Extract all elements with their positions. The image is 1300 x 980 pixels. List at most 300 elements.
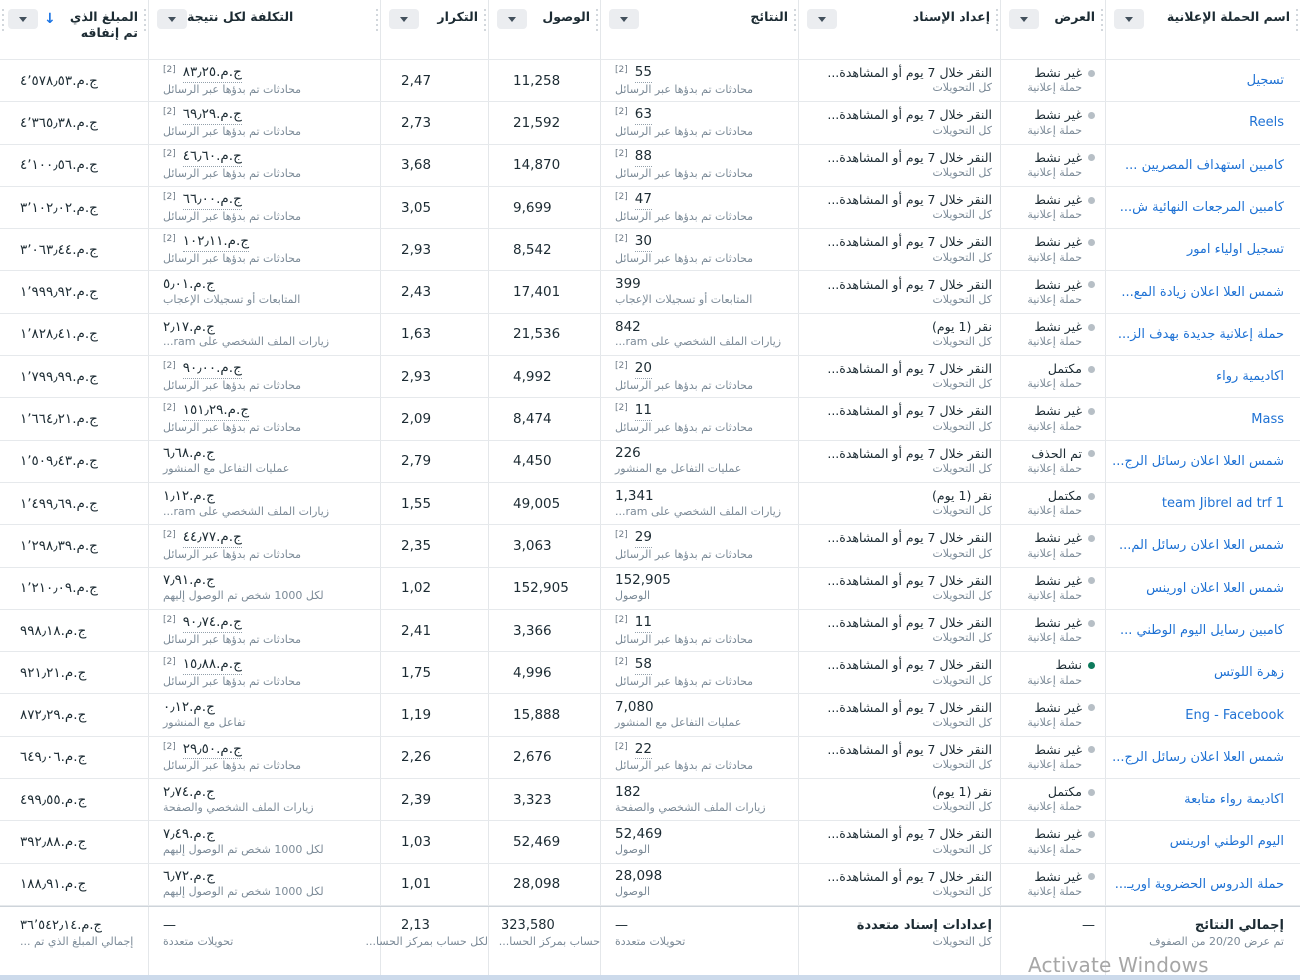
results-value[interactable]: 182: [615, 783, 641, 800]
results-cell: [600, 314, 798, 355]
column-menu-button[interactable]: [497, 9, 527, 29]
cost-metric-label: محادثات تم بدؤها عبر الرسائل: [163, 759, 302, 773]
table-row[interactable]: [0, 483, 1300, 525]
cost-per-result-cell: [148, 779, 380, 820]
delivery-status-dot-icon: [1088, 493, 1095, 500]
column-drag-handle-icon[interactable]: [144, 9, 146, 31]
cost-per-result-value[interactable]: ج.م.٢٫٧٤: [163, 783, 215, 800]
campaign-name-link[interactable]: اكاديمة رواء متابعة: [1184, 792, 1284, 808]
cost-metric-label: محادثات تم بدؤها عبر الرسائل: [163, 674, 302, 688]
cost-per-result-value[interactable]: ج.م.٦٩٫٢٩: [183, 106, 242, 125]
results-value[interactable]: 52,469: [615, 826, 663, 843]
table-row[interactable]: [0, 779, 1300, 821]
results-value[interactable]: 226: [615, 445, 641, 462]
frequency-value: 2,47: [401, 72, 432, 89]
delivery-cell: [1000, 102, 1105, 143]
results-footnote: [2]: [615, 614, 628, 625]
cost-per-result-value[interactable]: ج.م.١٠٢٫١١: [183, 233, 249, 252]
cost-footnote: [2]: [163, 530, 176, 541]
delivery-status: غير نشط: [1034, 530, 1082, 546]
campaign-name-link[interactable]: حملة الدروس الحضروية اوريـ...: [1114, 876, 1284, 892]
delivery-level: حملة إعلانية: [1027, 419, 1082, 433]
cost-per-result-value[interactable]: ج.م.٤٦٫٦٠: [183, 148, 242, 167]
campaign-name-link[interactable]: شمس العلا اعلان زيادة المع...: [1121, 284, 1284, 300]
campaign-name-cell: [1105, 271, 1300, 312]
results-value[interactable]: 7,080: [615, 699, 654, 716]
campaign-name-link[interactable]: كامبين رسايل اليوم الوطني ...: [1119, 623, 1284, 638]
frequency-cell: [380, 779, 488, 820]
cost-per-result-cell: [148, 483, 380, 524]
results-metric-label: عمليات التفاعل مع المنشور: [615, 462, 742, 476]
results-metric-label: زيارات الملف الشخصي على ram...: [615, 504, 782, 518]
delivery-status: غير نشط: [1034, 572, 1082, 588]
campaign-name-link[interactable]: اليوم الوطني اورينس: [1169, 834, 1284, 850]
campaign-name-cell: [1105, 525, 1300, 566]
reach-cell: [488, 821, 600, 862]
delivery-level: حملة إعلانية: [1027, 335, 1082, 349]
column-drag-handle-icon[interactable]: [1296, 9, 1298, 31]
cost-footnote: [2]: [163, 741, 176, 752]
amount-spent-value: ج.م.١٬٩٩٩٫٩٢: [20, 284, 98, 301]
campaign-name-cell: [1105, 314, 1300, 355]
cost-footnote: [2]: [163, 233, 176, 244]
cost-metric-label: محادثات تم بدؤها عبر الرسائل: [163, 421, 302, 435]
reach-value: 52,469: [513, 833, 561, 850]
delivery-status: غير نشط: [1034, 318, 1082, 334]
cost-per-result-cell: [148, 610, 380, 651]
cost-per-result-value[interactable]: ج.م.١٥٫٨٨: [183, 656, 242, 675]
campaign-name-link[interactable]: شمس العلا اعلان رسائل الرج...: [1112, 453, 1284, 469]
cost-per-result-cell: [148, 145, 380, 186]
reach-cell: [488, 356, 600, 397]
frequency-cell: [380, 441, 488, 482]
totals-cost-cell: [148, 907, 380, 980]
table-row[interactable]: [0, 864, 1300, 906]
results-value[interactable]: 842: [615, 318, 641, 335]
cost-per-result-value[interactable]: ج.م.٢٫١٧: [163, 318, 215, 335]
cost-per-result-value[interactable]: ج.م.٤٤٫٧٧: [183, 529, 242, 548]
results-metric-label: محادثات تم بدؤها عبر الرسائل: [615, 167, 754, 181]
results-cell: [600, 610, 798, 651]
cost-per-result-value[interactable]: ج.م.٧٫٤٩: [163, 826, 215, 843]
table-row[interactable]: [0, 60, 1300, 102]
attribution-setting: النقر خلال 7 يوم أو المشاهدة...: [827, 572, 992, 588]
cost-per-result-value[interactable]: ج.م.٩٠٫٠٠: [183, 360, 242, 379]
amount-spent-cell: [0, 102, 148, 143]
amount-spent-cell: [0, 314, 148, 355]
amount-spent-cell: [0, 779, 148, 820]
campaign-name-cell: [1105, 610, 1300, 651]
cost-footnote: [2]: [163, 149, 176, 160]
column-menu-button[interactable]: [609, 9, 639, 29]
cost-per-result-value[interactable]: ج.م.٦٫٧٢: [163, 868, 215, 885]
delivery-status-dot-icon: [1088, 620, 1095, 627]
reach-value: 4,996: [513, 664, 552, 681]
amount-spent-value: ج.م.١٬٦٦٤٫٢١: [20, 411, 98, 428]
attribution-setting: نقر (1 يوم): [931, 318, 992, 334]
campaign-name-cell: [1105, 483, 1300, 524]
cost-per-result-value[interactable]: ج.م.٨٣٫٢٥: [183, 64, 242, 83]
table-row[interactable]: [0, 187, 1300, 229]
delivery-status: غير نشط: [1034, 826, 1082, 842]
delivery-cell: [1000, 568, 1105, 609]
frequency-cell: [380, 568, 488, 609]
campaign-name-link[interactable]: Reels: [1249, 115, 1284, 131]
results-cell: [600, 356, 798, 397]
frequency-value: 1,19: [401, 707, 432, 724]
column-drag-handle-icon[interactable]: [794, 9, 796, 31]
totals-amount-spent-cell: [0, 907, 148, 980]
cost-per-result-cell: [148, 314, 380, 355]
delivery-level: حملة إعلانية: [1027, 377, 1082, 391]
results-metric-label: زيارات الملف الشخصي على ram...: [615, 335, 782, 349]
amount-spent-cell: [0, 652, 148, 693]
delivery-status-dot-icon: [1088, 873, 1095, 880]
table-row[interactable]: [0, 821, 1300, 863]
amount-spent-cell: [0, 610, 148, 651]
cost-metric-label: لكل 1000 شخص تم الوصول إليهم: [163, 589, 324, 603]
table-row[interactable]: [0, 145, 1300, 187]
column-drag-handle-icon[interactable]: [996, 9, 998, 31]
campaign-name-cell: [1105, 737, 1300, 778]
reach-value: 21,592: [513, 114, 561, 131]
cost-per-result-cell: [148, 737, 380, 778]
column-drag-handle-icon[interactable]: [596, 9, 598, 31]
column-menu-button[interactable]: [1009, 9, 1039, 29]
frequency-value: 3,68: [401, 157, 432, 174]
results-cell: [600, 102, 798, 143]
cost-per-result-cell: [148, 441, 380, 482]
results-cell: [600, 864, 798, 905]
attribution-cell: [798, 229, 1000, 270]
delivery-cell: [1000, 483, 1105, 524]
results-value[interactable]: 11: [635, 402, 652, 421]
column-header-amount-spent[interactable]: [0, 0, 148, 59]
campaign-name-link[interactable]: Mass: [1251, 411, 1284, 427]
cost-per-result-cell: [148, 398, 380, 439]
delivery-status-dot-icon: [1088, 450, 1095, 457]
amount-spent-cell: [0, 60, 148, 101]
campaign-name-link[interactable]: تسجيل اولياء امور: [1186, 242, 1284, 258]
table-row[interactable]: [0, 652, 1300, 694]
cost-per-result-cell: [148, 229, 380, 270]
cost-per-result-value[interactable]: ج.م.٠٫١٢: [163, 699, 215, 716]
attribution-cell: [798, 779, 1000, 820]
results-value[interactable]: 58: [635, 656, 652, 675]
reach-cell: [488, 737, 600, 778]
results-cell: [600, 779, 798, 820]
results-value[interactable]: 22: [635, 741, 652, 760]
delivery-level: حملة إعلانية: [1027, 123, 1082, 137]
totals-delivery-value: —: [1082, 917, 1095, 933]
column-header-cost-per-result[interactable]: [148, 0, 380, 59]
frequency-cell: [380, 864, 488, 905]
frequency-cell: [380, 60, 488, 101]
results-value[interactable]: 1,341: [615, 487, 654, 504]
reach-cell: [488, 610, 600, 651]
results-value[interactable]: 63: [635, 106, 652, 125]
cost-metric-label: تفاعل مع المنشور: [163, 716, 246, 730]
campaign-name-link[interactable]: Eng - Facebook: [1185, 707, 1284, 723]
table-row[interactable]: [0, 314, 1300, 356]
delivery-status: مكتمل: [1047, 784, 1082, 800]
reach-value: 9,699: [513, 199, 552, 216]
cost-metric-label: محادثات تم بدؤها عبر الرسائل: [163, 547, 302, 561]
campaign-name-cell: [1105, 694, 1300, 735]
amount-spent-cell: [0, 271, 148, 312]
column-menu-button[interactable]: [1114, 9, 1144, 29]
frequency-cell: [380, 356, 488, 397]
delivery-level: حملة إعلانية: [1027, 842, 1082, 856]
table-row[interactable]: [0, 356, 1300, 398]
cost-footnote: [2]: [163, 360, 176, 371]
amount-spent-value: ج.م.١٬٥٠٩٫٤٣: [20, 453, 98, 470]
attribution-conversions: كل التحويلات: [932, 377, 992, 391]
delivery-cell: [1000, 652, 1105, 693]
column-drag-handle-icon[interactable]: [376, 9, 378, 31]
column-header-delivery[interactable]: [1000, 0, 1105, 59]
totals-cost-sub: تحويلات متعددة: [163, 935, 234, 949]
attribution-conversions: كل التحويلات: [932, 462, 992, 476]
frequency-value: 2,35: [401, 537, 432, 554]
frequency-value: 2,41: [401, 622, 432, 639]
amount-spent-cell: [0, 398, 148, 439]
campaign-name-link[interactable]: تسجيل: [1246, 73, 1284, 89]
amount-spent-value: ج.م.٤٩٩٫٥٥: [20, 791, 87, 808]
results-value[interactable]: 399: [615, 276, 641, 293]
table-row[interactable]: [0, 229, 1300, 271]
frequency-cell: [380, 398, 488, 439]
frequency-value: 1,01: [401, 876, 432, 893]
reach-cell: [488, 525, 600, 566]
cost-per-result-value[interactable]: ج.م.١٫١٢: [163, 487, 215, 504]
delivery-level: حملة إعلانية: [1027, 631, 1082, 645]
table-row[interactable]: [0, 525, 1300, 567]
attribution-cell: [798, 145, 1000, 186]
column-menu-button[interactable]: [807, 9, 837, 29]
reach-value: 21,536: [513, 326, 561, 343]
results-metric-label: الوصول: [615, 589, 651, 603]
results-cell: [600, 652, 798, 693]
amount-spent-cell: [0, 483, 148, 524]
results-metric-label: محادثات تم بدؤها عبر الرسائل: [615, 421, 754, 435]
attribution-conversions: كل التحويلات: [932, 631, 992, 645]
column-menu-button[interactable]: [389, 9, 419, 29]
cost-per-result-value[interactable]: ج.م.١٥١٫٢٩: [183, 402, 249, 421]
reach-cell: [488, 652, 600, 693]
delivery-status-dot-icon: [1088, 746, 1095, 753]
cost-per-result-value[interactable]: ج.م.٦٫٦٨: [163, 445, 215, 462]
amount-spent-cell: [0, 864, 148, 905]
attribution-conversions: كل التحويلات: [932, 419, 992, 433]
campaign-name-link[interactable]: حملة إعلانية جديدة بهدف الز...: [1117, 326, 1284, 342]
table-body: [0, 60, 1300, 906]
column-header-reach[interactable]: [488, 0, 600, 59]
totals-results-value: —: [615, 917, 628, 933]
table-row[interactable]: [0, 737, 1300, 779]
delivery-level: حملة إعلانية: [1027, 165, 1082, 179]
campaign-name-link[interactable]: زهرة اللوتس: [1213, 665, 1284, 681]
column-label: التكلفة لكل نتيجة: [187, 9, 294, 24]
cost-metric-label: محادثات تم بدؤها عبر الرسائل: [163, 124, 302, 138]
results-metric-label: المتابعات أو تسجيلات الإعجاب: [615, 293, 753, 307]
campaign-name-link[interactable]: اكاديمية رواء: [1216, 369, 1284, 385]
delivery-status-dot-icon: [1088, 239, 1095, 246]
delivery-level: حملة إعلانية: [1027, 673, 1082, 687]
results-metric-label: عمليات التفاعل مع المنشور: [615, 716, 742, 730]
delivery-cell: [1000, 60, 1105, 101]
results-value[interactable]: 55: [635, 64, 652, 83]
delivery-level: حملة إعلانية: [1027, 208, 1082, 222]
rows-shown-count: تم عرض 20/20 من الصفوف: [1149, 935, 1284, 949]
sort-descending-icon[interactable]: ↓: [44, 11, 56, 27]
results-cell: [600, 525, 798, 566]
reach-cell: [488, 60, 600, 101]
results-value[interactable]: 88: [635, 148, 652, 167]
delivery-cell: [1000, 314, 1105, 355]
cost-per-result-value[interactable]: ج.م.٢٩٫٥٠: [183, 741, 242, 760]
attribution-conversions: كل التحويلات: [932, 758, 992, 772]
attribution-conversions: كل التحويلات: [932, 208, 992, 222]
results-value[interactable]: 30: [635, 233, 652, 252]
results-footnote: [2]: [615, 530, 628, 541]
delivery-level: حملة إعلانية: [1027, 504, 1082, 518]
table-row[interactable]: [0, 441, 1300, 483]
delivery-status-dot-icon: [1088, 408, 1095, 415]
results-value[interactable]: 20: [635, 360, 652, 379]
cost-per-result-value[interactable]: ج.م.٦٦٫٠٠: [183, 191, 242, 210]
campaign-name-link[interactable]: شمس العلا اعلان اورينس: [1146, 580, 1284, 596]
table-row[interactable]: [0, 568, 1300, 610]
results-value[interactable]: 152,905: [615, 572, 671, 589]
frequency-value: 1,02: [401, 580, 432, 597]
results-metric-label: محادثات تم بدؤها عبر الرسائل: [615, 674, 754, 688]
table-row[interactable]: [0, 102, 1300, 144]
campaign-name-link[interactable]: شمس العلا اعلان رسائل الرج...: [1112, 749, 1284, 765]
cost-metric-label: محادثات تم بدؤها عبر الرسائل: [163, 251, 302, 265]
campaign-name-link[interactable]: كامبين استهداف المصريين ...: [1125, 157, 1284, 173]
delivery-status-dot-icon: [1088, 70, 1095, 77]
delivery-status: غير نشط: [1034, 403, 1082, 419]
results-value[interactable]: 29: [635, 529, 652, 548]
cost-metric-label: زيارات الملف الشخصي على ram...: [163, 504, 330, 518]
delivery-status-dot-icon: [1088, 154, 1095, 161]
campaign-name-link[interactable]: كامبين المرجعات النهائية ش...: [1119, 200, 1284, 216]
attribution-conversions: كل التحويلات: [932, 800, 992, 814]
table-row[interactable]: [0, 398, 1300, 440]
reach-cell: [488, 398, 600, 439]
results-metric-label: محادثات تم بدؤها عبر الرسائل: [615, 547, 754, 561]
reach-value: 15,888: [513, 707, 561, 724]
frequency-value: 1,75: [401, 664, 432, 681]
cost-footnote: [2]: [163, 403, 176, 414]
reach-value: 28,098: [513, 876, 561, 893]
results-value[interactable]: 28,098: [615, 868, 663, 885]
delivery-status-dot-icon: [1088, 366, 1095, 373]
amount-spent-value: ج.م.٣٬١٠٢٫٠٢: [20, 199, 98, 216]
amount-spent-value: ج.م.١٬٨٢٨٫٤١: [20, 326, 98, 343]
attribution-setting: النقر خلال 7 يوم أو المشاهدة...: [827, 403, 992, 419]
delivery-status-dot-icon: [1088, 704, 1095, 711]
delivery-status: غير نشط: [1034, 741, 1082, 757]
column-drag-handle-icon[interactable]: [2, 9, 4, 31]
campaign-name-cell: [1105, 568, 1300, 609]
attribution-cell: [798, 271, 1000, 312]
cost-metric-label: زيارات الملف الشخصي والصفحة: [163, 800, 314, 814]
table-row[interactable]: [0, 694, 1300, 736]
frequency-value: 1,03: [401, 833, 432, 850]
campaign-name-cell: [1105, 652, 1300, 693]
frequency-cell: [380, 229, 488, 270]
amount-spent-value: ج.م.١٨٨٫٩١: [20, 876, 87, 893]
cost-per-result-value[interactable]: ج.م.٧٫٩١: [163, 572, 215, 589]
cost-metric-label: محادثات تم بدؤها عبر الرسائل: [163, 632, 302, 646]
frequency-cell: [380, 821, 488, 862]
campaign-name-cell: [1105, 821, 1300, 862]
totals-amount-spent-value: ج.م.٣٦٬٥٤٢٫١٤: [20, 917, 102, 933]
results-metric-label: زيارات الملف الشخصي والصفحة: [615, 800, 766, 814]
campaign-name-link[interactable]: شمس العلا اعلان رسائل الم...: [1118, 538, 1284, 554]
frequency-value: 2,43: [401, 284, 432, 301]
results-cell: [600, 398, 798, 439]
results-value[interactable]: 11: [635, 614, 652, 633]
delivery-status: غير نشط: [1034, 149, 1082, 165]
table-row[interactable]: [0, 271, 1300, 313]
column-header-frequency[interactable]: [380, 0, 488, 59]
results-cell: [600, 441, 798, 482]
delivery-status: غير نشط: [1034, 191, 1082, 207]
results-value[interactable]: 47: [635, 191, 652, 210]
reach-value: 8,474: [513, 411, 552, 428]
reach-cell: [488, 483, 600, 524]
results-metric-label: محادثات تم بدؤها عبر الرسائل: [615, 124, 754, 138]
delivery-status-dot-icon: [1088, 789, 1095, 796]
column-menu-button[interactable]: [8, 9, 38, 29]
reach-cell: [488, 864, 600, 905]
amount-spent-cell: [0, 187, 148, 228]
column-label: التكرار: [437, 9, 478, 24]
column-drag-handle-icon[interactable]: [484, 9, 486, 31]
delivery-status: نشط: [1055, 657, 1082, 673]
column-label: إعداد الإسناد: [912, 9, 990, 24]
cost-per-result-cell: [148, 271, 380, 312]
attribution-cell: [798, 398, 1000, 439]
cost-footnote: [2]: [163, 656, 176, 667]
column-menu-button[interactable]: [157, 9, 187, 29]
column-header-attribution-setting[interactable]: [798, 0, 1000, 59]
cost-footnote: [2]: [163, 614, 176, 625]
amount-spent-value: ج.م.١٬٧٩٩٫٩٩: [20, 368, 98, 385]
table-row[interactable]: [0, 610, 1300, 652]
reach-value: 152,905: [513, 580, 569, 597]
frequency-cell: [380, 483, 488, 524]
cost-per-result-value[interactable]: ج.م.٩٠٫٧٤: [183, 614, 242, 633]
delivery-status: غير نشط: [1034, 614, 1082, 630]
cost-per-result-value[interactable]: ج.م.٥٫٠١: [163, 276, 215, 293]
amount-spent-cell: [0, 525, 148, 566]
results-metric-label: الوصول: [615, 843, 651, 856]
totals-frequency-cell: [365, 907, 488, 980]
campaign-name-cell: [1105, 356, 1300, 397]
column-header-results[interactable]: [600, 0, 798, 59]
attribution-setting: النقر خلال 7 يوم أو المشاهدة...: [827, 530, 992, 546]
reach-value: 2,676: [513, 749, 552, 766]
column-drag-handle-icon[interactable]: [1101, 9, 1103, 31]
attribution-cell: [798, 694, 1000, 735]
column-header-campaign-name[interactable]: [1105, 0, 1300, 59]
campaign-name-link[interactable]: team Jibrel ad trf 1: [1161, 496, 1284, 512]
column-label: النتائج: [750, 9, 788, 24]
